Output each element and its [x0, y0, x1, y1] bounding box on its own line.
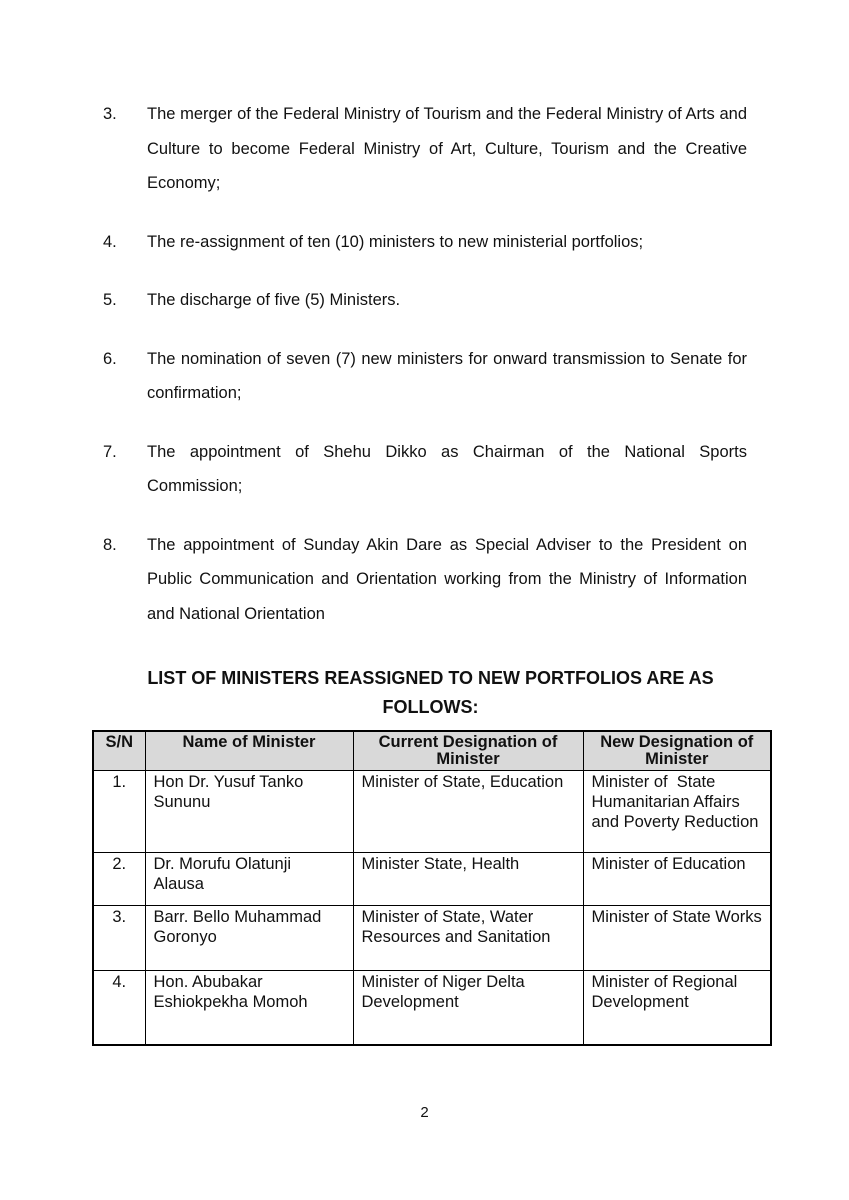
cell-minister-name: Hon. Abubakar Eshiokpekha Momoh: [145, 971, 353, 1045]
list-item-number: 5.: [103, 291, 117, 309]
table-header-new-designation: New Designation of Minister: [583, 731, 771, 771]
cell-sn: 2.: [93, 853, 145, 906]
cell-new-designation: Minister of Education: [583, 853, 771, 906]
list-item-text: The merger of the Federal Ministry of Tourism and the Federal Ministry of Arts and Culture to become Federal Ministry of Art, Culture, Tourism and the Creative Economy;: [147, 105, 747, 192]
list-item: [103, 435, 747, 504]
cell-sn: 4.: [93, 971, 145, 1045]
list-item-text: The re-assignment of ten (10) ministers to new ministerial portfolios;: [147, 232, 644, 251]
page-number: 2: [420, 1104, 429, 1121]
list-item: [103, 225, 747, 260]
cell-new-designation: Minister of State Humanitarian Affairs and Poverty Reduction: [583, 771, 771, 853]
list-item-text: The appointment of Sunday Akin Dare as Special Adviser to the President on Public Communication and Orientation working from the Ministry of Information and National Orientation: [147, 535, 747, 623]
table-row: [93, 906, 771, 971]
cell-current-designation: Minister of State, Education: [353, 771, 583, 853]
table-header-sn: S/N: [93, 731, 145, 771]
table-header-row: [93, 731, 771, 771]
list-item-text: The appointment of Shehu Dikko as Chairman of the National Sports Commission;: [147, 442, 747, 495]
table-header-name: Name of Minister: [145, 731, 353, 771]
cell-current-designation: Minister of State, Water Resources and Sanitation: [353, 906, 583, 971]
table-header-current-designation: Current Designation of Minister: [353, 731, 583, 771]
ministers-table: [92, 730, 772, 1046]
numbered-list: [103, 97, 747, 631]
table-row: [93, 971, 771, 1045]
list-item: [103, 97, 747, 201]
cell-sn: 1.: [93, 771, 145, 853]
cell-new-designation: Minister of State Works: [583, 906, 771, 971]
table-row: [93, 771, 771, 853]
cell-sn: 3.: [93, 906, 145, 971]
list-item: [103, 528, 747, 632]
cell-minister-name: Barr. Bello Muhammad Goronyo: [145, 906, 353, 971]
list-item: [103, 342, 747, 411]
list-item-text: The discharge of five (5) Ministers.: [147, 291, 401, 309]
list-item-number: 4.: [103, 232, 117, 251]
list-item: [103, 283, 747, 318]
cell-current-designation: Minister of Niger Delta Development: [353, 971, 583, 1045]
cell-minister-name: Hon Dr. Yusuf Tanko Sununu: [145, 771, 353, 853]
list-item-number: 3.: [103, 105, 117, 123]
cell-minister-name: Dr. Morufu Olatunji Alausa: [145, 853, 353, 906]
cell-new-designation: Minister of Regional Development: [583, 971, 771, 1045]
list-item-number: 7.: [103, 442, 117, 461]
list-item-number: 6.: [103, 349, 117, 368]
table-row: [93, 853, 771, 906]
list-item-number: 8.: [103, 535, 117, 554]
section-heading: LIST OF MINISTERS REASSIGNED TO NEW PORTFOLIOS ARE AS FOLLOWS:: [147, 668, 714, 717]
cell-current-designation: Minister State, Health: [353, 853, 583, 906]
list-item-text: The nomination of seven (7) new ministers for onward transmission to Senate for confirmation;: [147, 349, 747, 402]
